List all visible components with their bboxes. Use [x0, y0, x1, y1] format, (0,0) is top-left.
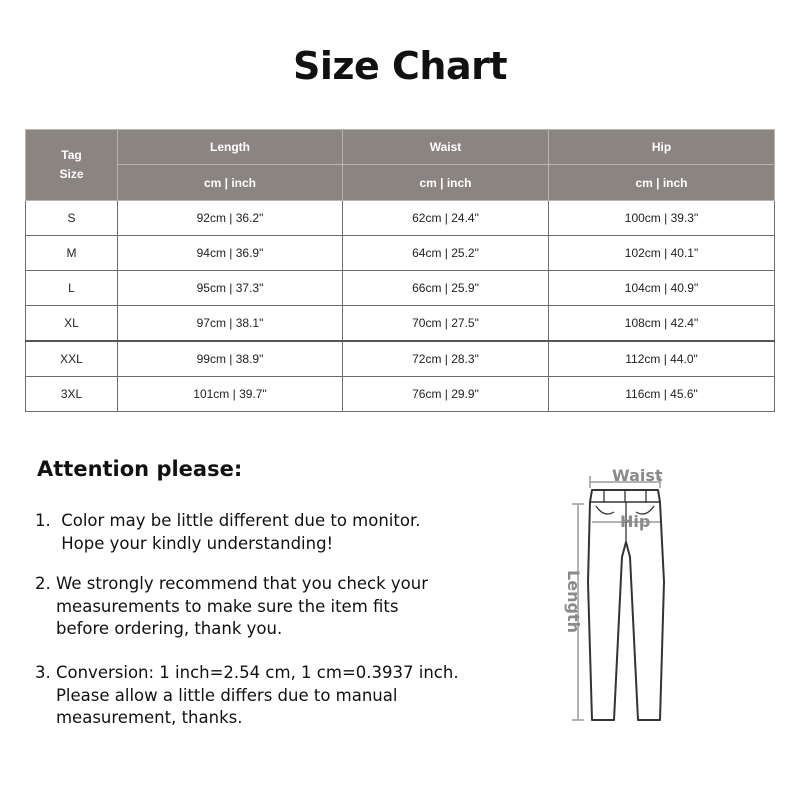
table-row	[26, 201, 775, 236]
table-row	[26, 341, 775, 377]
note-measurements: 2. We strongly recommend that you check your measurements to make sure the item fits before ordering, thank you.	[35, 574, 429, 638]
size-cell: L	[26, 271, 118, 306]
size-cell: 3XL	[26, 377, 118, 412]
measurement-diagram	[548, 462, 708, 732]
hip-cell: 108cm | 42.4"	[549, 306, 775, 342]
table-row	[26, 306, 775, 342]
hip-cell: 100cm | 39.3"	[549, 201, 775, 236]
length-cell: 101cm | 39.7"	[118, 377, 343, 412]
waist-cell: 62cm | 24.4"	[343, 201, 549, 236]
length-cell: 99cm | 38.9"	[118, 341, 343, 377]
size-cell: XXL	[26, 341, 118, 377]
unit-header-hip: cm | inch	[549, 165, 775, 201]
column-header-hip: Hip	[549, 130, 775, 165]
hip-cell: 112cm | 44.0"	[549, 341, 775, 377]
length-cell: 92cm | 36.2"	[118, 201, 343, 236]
note-conversion: 3. Conversion: 1 inch=2.54 cm, 1 cm=0.3937 inch. Please allow a little differs due to manual measurement, thanks.	[35, 663, 459, 727]
length-cell: 97cm | 38.1"	[118, 306, 343, 342]
hip-cell: 102cm | 40.1"	[549, 236, 775, 271]
unit-header-waist: cm | inch	[343, 165, 549, 201]
size-cell: S	[26, 201, 118, 236]
waist-cell: 64cm | 25.2"	[343, 236, 549, 271]
hip-label: Hip	[620, 512, 651, 531]
hip-cell: 116cm | 45.6"	[549, 377, 775, 412]
waist-cell: 70cm | 27.5"	[343, 306, 549, 342]
table-row	[26, 271, 775, 306]
attention-title: Attention please:	[37, 457, 243, 481]
length-label: Length	[563, 570, 583, 633]
size-chart-table	[25, 129, 775, 412]
table-row	[26, 377, 775, 412]
hip-cell: 104cm | 40.9"	[549, 271, 775, 306]
waist-cell: 76cm | 29.9"	[343, 377, 549, 412]
size-cell: M	[26, 236, 118, 271]
length-cell: 94cm | 36.9"	[118, 236, 343, 271]
note-color: 1. Color may be little different due to monitor. Hope your kindly understanding!	[35, 511, 421, 553]
table-row	[26, 236, 775, 271]
column-header-waist: Waist	[343, 130, 549, 165]
page-title: Size Chart	[292, 44, 507, 88]
column-header-length: Length	[118, 130, 343, 165]
tag-header-line2: Size	[59, 167, 84, 181]
tag-size-header	[26, 130, 118, 201]
waist-label: Waist	[612, 466, 663, 485]
length-cell: 95cm | 37.3"	[118, 271, 343, 306]
waist-cell: 72cm | 28.3"	[343, 341, 549, 377]
size-cell: XL	[26, 306, 118, 342]
tag-header-line1: Tag	[61, 148, 82, 162]
waist-cell: 66cm | 25.9"	[343, 271, 549, 306]
unit-header-length: cm | inch	[118, 165, 343, 201]
